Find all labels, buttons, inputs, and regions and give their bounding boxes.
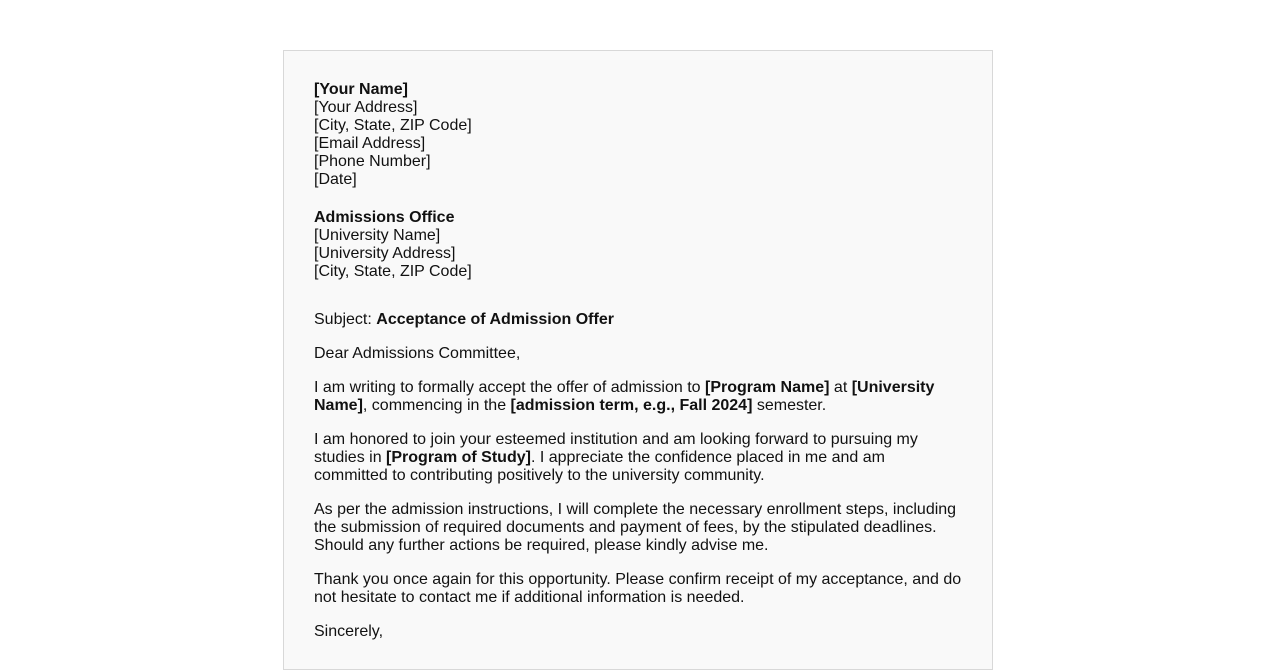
subject-line [314, 311, 962, 329]
letter-document [283, 50, 993, 670]
paragraph-text: at [829, 379, 852, 396]
recipient-office: Admissions Office [314, 209, 455, 226]
sender-phone: [Phone Number] [314, 153, 431, 170]
paragraph-text: , commencing in the [362, 397, 511, 414]
letter-date: [Date] [314, 171, 357, 188]
paragraph-text: semester. [752, 397, 827, 414]
admission-term-placeholder: [admission term, e.g., Fall 2024] [510, 397, 753, 414]
sender-city-state-zip: [City, State, ZIP Code] [314, 117, 472, 134]
paragraph-thanks: Thank you once again for this opportunity. Please confirm receipt of my acceptance, and do not hesitate to contact me if additional information is needed. [314, 571, 962, 606]
subject-text: Acceptance of Admission Offer [376, 311, 614, 328]
recipient-university-address: [University Address] [314, 245, 456, 262]
paragraph-text: I am honored to join your esteemed institution and am looking forward to pursuing my studies in [314, 431, 918, 466]
program-name-placeholder: [Program Name] [704, 379, 830, 396]
salutation: Dear Admissions Committee, [314, 345, 521, 362]
sender-block [314, 81, 962, 189]
sender-email: [Email Address] [314, 135, 426, 152]
paragraph-text: . I appreciate the confidence placed in me and am committed to contributing positively to the university community. [314, 449, 885, 484]
subject-label: Subject: [314, 311, 377, 328]
sender-address: [Your Address] [314, 99, 418, 116]
paragraph-honored [314, 431, 962, 485]
recipient-university-name: [University Name] [314, 227, 441, 244]
sender-name: [Your Name] [314, 81, 408, 98]
university-name-placeholder: [University Name] [314, 379, 935, 414]
program-of-study-placeholder: [Program of Study] [386, 449, 531, 466]
recipient-block [314, 209, 962, 281]
recipient-city-state-zip: [City, State, ZIP Code] [314, 263, 472, 280]
paragraph-enrollment: As per the admission instructions, I will complete the necessary enrollment steps, including the submission of required documents and payment of fees, by the stipulated deadlines. Should any further actions be required, please kindly advise me. [314, 501, 957, 554]
paragraph-acceptance [314, 379, 962, 415]
paragraph-text: I am writing to formally accept the offer of admission to [314, 379, 705, 396]
closing: Sincerely, [314, 623, 384, 640]
